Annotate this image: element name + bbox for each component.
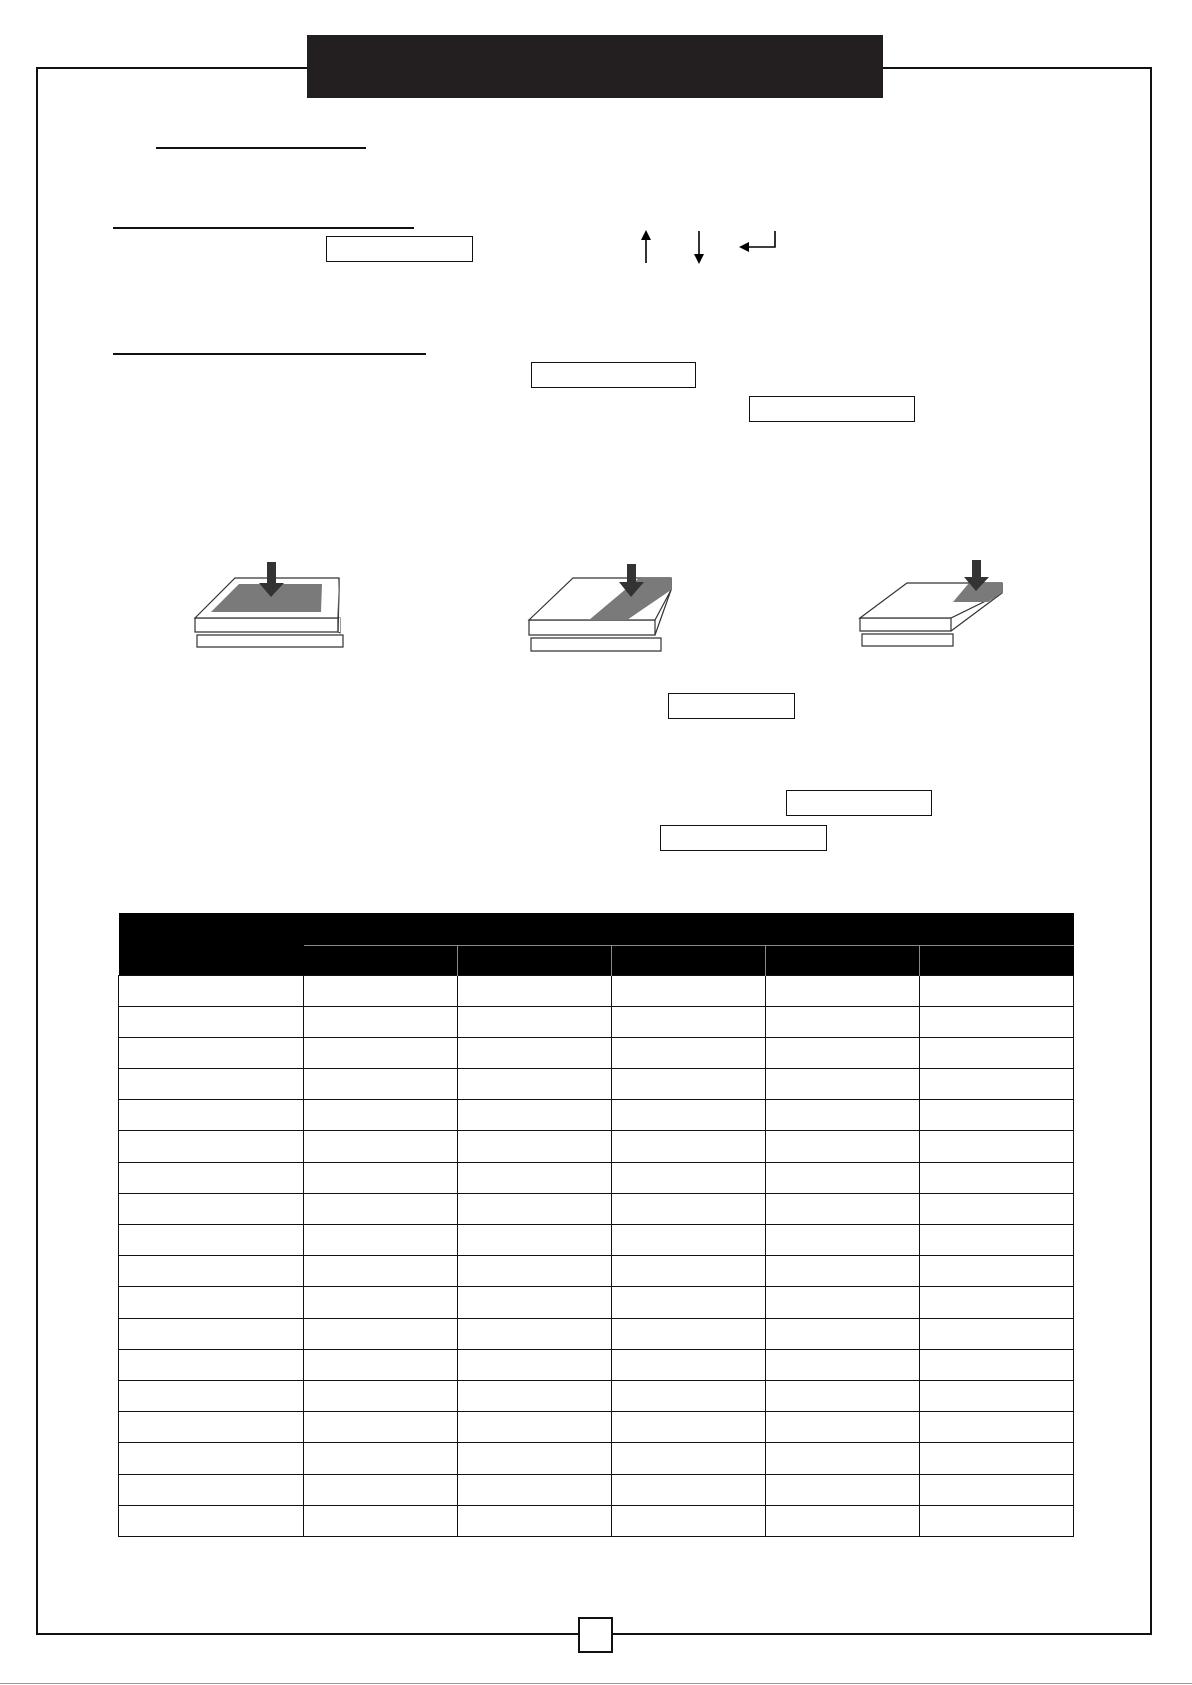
- table-cell: [119, 1193, 304, 1224]
- table-cell: [766, 1069, 920, 1100]
- table-cell: [920, 1474, 1074, 1505]
- table-cell: [612, 1474, 766, 1505]
- table-row: [119, 1006, 1074, 1037]
- table-cell: [304, 1131, 458, 1162]
- table-cell: [766, 1380, 920, 1411]
- table-cell: [119, 1474, 304, 1505]
- down-arrow-icon: [691, 229, 707, 265]
- table-cell: [458, 1131, 612, 1162]
- table-cell: [458, 1443, 612, 1474]
- table-cell: [612, 1505, 766, 1536]
- title-banner: [307, 35, 883, 98]
- heading-2-underline: [113, 227, 414, 229]
- table-cell: [304, 1256, 458, 1287]
- table-row: [119, 1287, 1074, 1318]
- table-cell: [612, 1380, 766, 1411]
- table-cell: [920, 1287, 1074, 1318]
- table-subheader: [458, 945, 612, 975]
- table-cell: [612, 1225, 766, 1256]
- table-cell: [119, 1505, 304, 1536]
- table-cell: [458, 1380, 612, 1411]
- table-row: [119, 1069, 1074, 1100]
- page-number-box: [578, 1617, 613, 1653]
- table-cell: [612, 1162, 766, 1193]
- table-cell: [304, 1162, 458, 1193]
- key-box-5: [786, 790, 932, 816]
- up-arrow-icon: [638, 229, 654, 265]
- table-cell: [766, 1443, 920, 1474]
- table-cell: [458, 1006, 612, 1037]
- table-cell: [304, 1474, 458, 1505]
- table-cell: [119, 1225, 304, 1256]
- table-cell: [920, 1318, 1074, 1349]
- table-cell: [119, 1131, 304, 1162]
- table-cell: [766, 1193, 920, 1224]
- key-box-1: [326, 236, 473, 262]
- table-cell: [304, 1225, 458, 1256]
- table-cell: [304, 1193, 458, 1224]
- key-box-4: [668, 693, 795, 719]
- table-cell: [612, 1256, 766, 1287]
- table-subheader: [612, 945, 766, 975]
- table-row: [119, 1225, 1074, 1256]
- table-cell: [304, 1443, 458, 1474]
- table-cell: [304, 975, 458, 1006]
- table-cell: [119, 1037, 304, 1068]
- table-cell: [920, 1380, 1074, 1411]
- table-cell: [766, 1474, 920, 1505]
- heading-3-underline: [113, 353, 426, 355]
- table-cell: [612, 1100, 766, 1131]
- table-cell: [458, 1256, 612, 1287]
- table-cell: [458, 975, 612, 1006]
- table-cell: [304, 1349, 458, 1380]
- table-cell: [458, 1037, 612, 1068]
- table-subheader: [304, 945, 458, 975]
- corner-plate-diagram: [858, 556, 1008, 656]
- table-cell: [612, 1318, 766, 1349]
- table-cell: [119, 1069, 304, 1100]
- key-box-6: [660, 825, 827, 851]
- table-cell: [458, 1474, 612, 1505]
- table-row: [119, 1100, 1074, 1131]
- table-cell: [766, 1287, 920, 1318]
- table-row: [119, 1162, 1074, 1193]
- table-cell: [304, 1287, 458, 1318]
- table-cell: [458, 1100, 612, 1131]
- strip-plate-diagram: [527, 560, 677, 660]
- table-cell: [920, 1006, 1074, 1037]
- table-cell: [766, 1006, 920, 1037]
- table-cell: [458, 1287, 612, 1318]
- table-cell: [920, 1037, 1074, 1068]
- table-header-left: [119, 913, 304, 975]
- table-cell: [612, 1412, 766, 1443]
- table-cell: [920, 1505, 1074, 1536]
- table-cell: [766, 1037, 920, 1068]
- table-cell: [766, 1318, 920, 1349]
- table-cell: [920, 1131, 1074, 1162]
- table-cell: [612, 1131, 766, 1162]
- table-cell: [119, 1006, 304, 1037]
- table-cell: [458, 1225, 612, 1256]
- table-cell: [304, 1037, 458, 1068]
- table-cell: [458, 1069, 612, 1100]
- table-cell: [612, 1193, 766, 1224]
- table-row: [119, 1474, 1074, 1505]
- table-cell: [304, 1412, 458, 1443]
- table-cell: [458, 1412, 612, 1443]
- heading-1-underline: [156, 147, 366, 149]
- table-cell: [920, 1256, 1074, 1287]
- table-cell: [119, 1318, 304, 1349]
- bottom-rule: [0, 1683, 1192, 1684]
- table-cell: [119, 1412, 304, 1443]
- table-cell: [119, 1443, 304, 1474]
- full-plate-diagram: [193, 560, 368, 660]
- table-cell: [304, 1069, 458, 1100]
- table-cell: [119, 1349, 304, 1380]
- table-subheader: [766, 945, 920, 975]
- table-row: [119, 1256, 1074, 1287]
- table-cell: [612, 1037, 766, 1068]
- table-cell: [119, 1162, 304, 1193]
- table-cell: [304, 1505, 458, 1536]
- table-cell: [458, 1349, 612, 1380]
- table-cell: [119, 1287, 304, 1318]
- table-cell: [304, 1006, 458, 1037]
- table-cell: [612, 1069, 766, 1100]
- table-cell: [612, 1006, 766, 1037]
- table-cell: [119, 975, 304, 1006]
- table-cell: [304, 1100, 458, 1131]
- table-cell: [920, 1412, 1074, 1443]
- table-cell: [458, 1162, 612, 1193]
- table-cell: [766, 1162, 920, 1193]
- table-cell: [920, 1443, 1074, 1474]
- table-row: [119, 1131, 1074, 1162]
- table-cell: [458, 1505, 612, 1536]
- table-subheader: [920, 945, 1074, 975]
- table-cell: [920, 1069, 1074, 1100]
- table-row: [119, 1318, 1074, 1349]
- table-cell: [766, 1100, 920, 1131]
- table-row: [119, 1505, 1074, 1536]
- table-header-top: [304, 913, 1074, 945]
- table-row: [119, 1380, 1074, 1411]
- table-cell: [920, 1162, 1074, 1193]
- table-cell: [612, 1443, 766, 1474]
- table-row: [119, 1443, 1074, 1474]
- table-cell: [458, 1193, 612, 1224]
- table-cell: [458, 1318, 612, 1349]
- table-cell: [612, 975, 766, 1006]
- table-cell: [766, 1505, 920, 1536]
- table-row: [119, 1193, 1074, 1224]
- table-cell: [766, 1131, 920, 1162]
- table-cell: [766, 1349, 920, 1380]
- enter-icon: [738, 230, 778, 256]
- table-cell: [119, 1256, 304, 1287]
- table-cell: [766, 1256, 920, 1287]
- table-body: [119, 975, 1074, 1536]
- table-cell: [766, 1225, 920, 1256]
- table-row: [119, 1037, 1074, 1068]
- table-cell: [304, 1380, 458, 1411]
- table-cell: [119, 1100, 304, 1131]
- table-row: [119, 1349, 1074, 1380]
- table-cell: [920, 1193, 1074, 1224]
- table-cell: [920, 1225, 1074, 1256]
- table-cell: [766, 1412, 920, 1443]
- key-box-3: [749, 396, 915, 422]
- table-cell: [766, 975, 920, 1006]
- data-table: [118, 913, 1074, 1537]
- table-cell: [612, 1287, 766, 1318]
- table-cell: [920, 975, 1074, 1006]
- table-row: [119, 1412, 1074, 1443]
- table-cell: [920, 1100, 1074, 1131]
- table-cell: [612, 1349, 766, 1380]
- table-cell: [304, 1318, 458, 1349]
- table-cell: [119, 1380, 304, 1411]
- table-row: [119, 975, 1074, 1006]
- table-cell: [920, 1349, 1074, 1380]
- key-box-2: [531, 362, 696, 388]
